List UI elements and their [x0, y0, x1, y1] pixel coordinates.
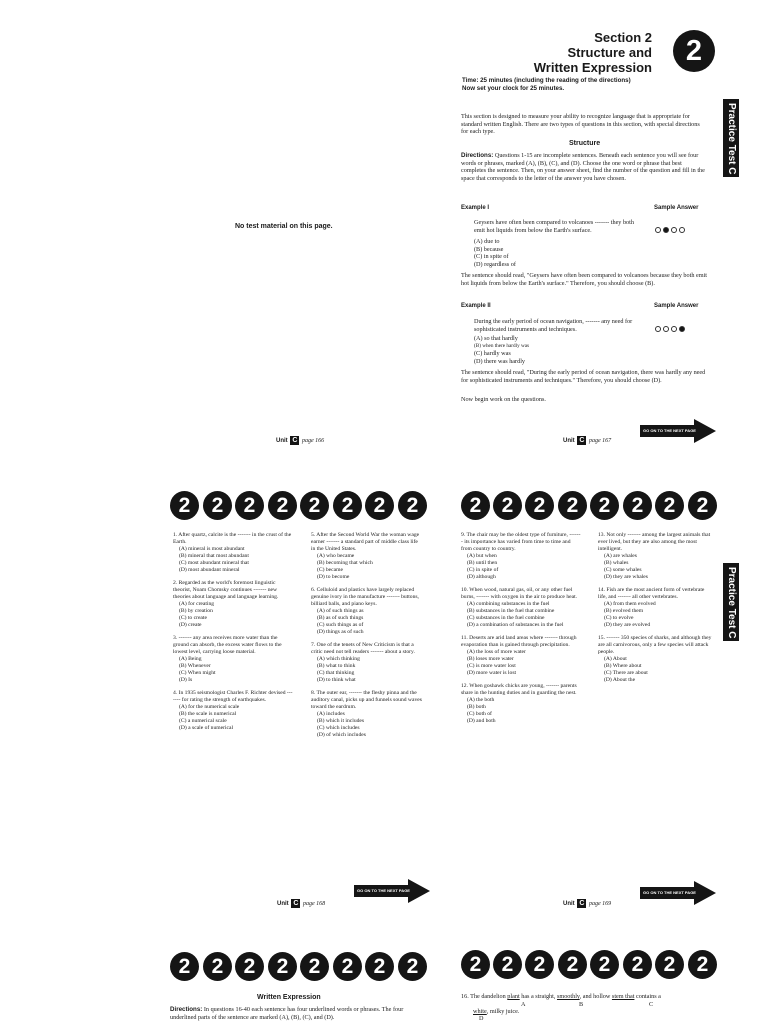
bubble-a: [655, 326, 661, 332]
section-badge: 2: [365, 952, 394, 981]
bubble-b: [663, 326, 669, 332]
example-1-label: Example I: [461, 205, 490, 211]
letter-a: A: [521, 1000, 526, 1008]
option: (B) both: [467, 704, 486, 710]
section-badge: 2: [333, 952, 362, 981]
practice-test-tab-label: Practice Test C: [726, 567, 737, 639]
bubble-d-filled: [679, 326, 685, 332]
section-badge: 2: [623, 491, 652, 520]
example-1-stem: Geysers have often been compared to volcanoes ------- they both emit hot liquids from below the Earth's surface.: [474, 219, 634, 234]
question-16: [461, 993, 711, 1024]
option: (C) both of: [467, 711, 492, 717]
underlined-part-c: stem that: [611, 993, 635, 1000]
bubble-c: [671, 227, 677, 233]
section-badge: 2: [590, 491, 619, 520]
option: (A) which thinking: [317, 656, 360, 662]
example-2-options: [474, 335, 529, 365]
option: (C) that thinking: [317, 670, 355, 676]
section-badge: 2: [688, 491, 717, 520]
section-badge: 2: [203, 952, 232, 981]
section-intro: This section is designed to measure your ability to recognize language that is appropriate for standard written English. There are two types of questions in this section, with special directions for each type.: [461, 113, 700, 136]
question-stem: 12. When goshawk chicks are young, ------- parents share in the hunting duties and in guarding the nest.: [461, 683, 577, 696]
page-number: page 167: [589, 438, 612, 445]
option: (B) loses more water: [467, 656, 514, 662]
section-badge: 2: [170, 491, 199, 520]
questions-column-9-12: [461, 532, 581, 731]
question-stem: 5. After the Second World War the woman wage earner ------- a standard part of middle class life in the United States.: [311, 532, 420, 552]
question-10: [461, 587, 581, 629]
question-stem: 6. Celluloid and plastics have largely replaced genuine ivory in the manufacture ------- buttons, billiard balls, and piano keys.: [311, 587, 419, 607]
question-12: [461, 683, 581, 725]
question-14: [598, 587, 712, 629]
option: (A) from them evolved: [604, 601, 656, 607]
option: (B) until then: [467, 560, 498, 566]
text: has a straight,: [519, 993, 557, 1000]
section-badge: 2: [655, 950, 684, 979]
section-badge: 2: [268, 952, 297, 981]
text: , milky juice.: [486, 1007, 520, 1015]
section-badge: 2: [235, 491, 264, 520]
question-stem: 8. The outer ear, ------- the fleshy pinna and the auditory canal, picks up and funnels sound waves toward the eardrum.: [311, 690, 422, 710]
section-heading: [520, 30, 652, 75]
option: (D) of which includes: [317, 732, 366, 738]
section-title-line2: Written Expression: [533, 60, 652, 75]
underlined-part-d: white: [473, 1007, 487, 1015]
option: (C) When might: [179, 670, 216, 676]
letter-b: B: [579, 1000, 584, 1008]
option: (D) they are evolved: [604, 622, 651, 628]
section-badge: 2: [590, 950, 619, 979]
letter-d: D: [479, 1015, 484, 1023]
example-1-answer-label: Sample Answer: [654, 205, 699, 211]
option: (B) which it includes: [317, 718, 365, 724]
next-page-label: GO ON TO THE NEXT PAGE: [643, 428, 696, 433]
section-badge: 2: [333, 491, 362, 520]
section-badge: 2: [558, 491, 587, 520]
bubble-b-filled: [663, 227, 669, 233]
question-11: [461, 635, 581, 677]
directions-label: Directions:: [170, 1006, 203, 1013]
next-page-label: GO ON TO THE NEXT PAGE: [643, 890, 696, 895]
option: (C) most abundant mineral that: [179, 560, 249, 566]
page-number: page 168: [303, 901, 326, 908]
next-page-label: GO ON TO THE NEXT PAGE: [357, 888, 410, 893]
section-badge: 2: [461, 491, 490, 520]
option: (B) mineral that most abundant: [179, 553, 249, 559]
section-number: Section 2: [594, 30, 652, 45]
section-badge: 2: [558, 950, 587, 979]
question-16-letters: [461, 1001, 711, 1008]
option: (D) to become: [317, 574, 350, 580]
bubble-a: [655, 227, 661, 233]
option: (B) substances in the fuel that combine: [467, 608, 555, 614]
section-badge: 2: [398, 491, 427, 520]
section-badge: 2: [365, 491, 394, 520]
option: (A) the loss of more water: [467, 649, 526, 655]
example-2-label: Example II: [461, 303, 491, 309]
option: (D) a combination of substances in the fuel: [467, 622, 564, 628]
question-4: [173, 690, 293, 732]
unit-label: Unit: [563, 438, 575, 445]
directions-text: In questions 16-40 each sentence has four underlined words or phrases. The four underlined parts of the sentence are marked (A), (B), (C), and (D).: [170, 1006, 404, 1021]
question-stem: 13. Not only ------- among the largest animals that ever lived, but they are also among the most intelligent.: [598, 532, 711, 552]
option: (C) There are about: [604, 670, 648, 676]
text: , and hollow: [579, 993, 612, 1000]
option: (A) are whales: [604, 553, 637, 559]
option: (C) some whales: [604, 567, 642, 573]
option: (B) Whenever: [179, 663, 211, 669]
option: (A) About: [604, 656, 627, 662]
page-footer-168: [277, 899, 325, 908]
page-footer-166: [276, 436, 324, 445]
question-stem: 7. One of the tenets of New Criticism is that a critic need not tell readers ------- about a story.: [311, 642, 415, 655]
option: (D) there was hardly: [474, 357, 526, 365]
option: (C) a numerical scale: [179, 718, 227, 724]
section-badge: 2: [623, 950, 652, 979]
practice-test-tab-label: Practice Test C: [726, 103, 737, 175]
option: (D) more water is lost: [467, 670, 517, 676]
option: (C) in spite of: [467, 567, 499, 573]
question-8: [311, 690, 423, 739]
option: (A) for the numerical scale: [179, 704, 240, 710]
section-badge: 2: [688, 950, 717, 979]
option: (C) substances in the fuel combine: [467, 615, 545, 621]
option: (D) things as of such: [317, 629, 364, 635]
section-badge: 2: [300, 952, 329, 981]
question-7: [311, 642, 423, 684]
question-stem: 1. After quartz, calcite is the ------- in the crust of the Earth.: [173, 532, 292, 545]
option: (D) most abundant mineral: [179, 567, 240, 573]
option: (A) mineral is most abundant: [179, 546, 245, 552]
example-1-explanation: The sentence should read, "Geysers have often been compared to volcanoes because they both emit hot liquids from below the Earth's surface." Therefore, you should choose (B).: [461, 272, 707, 287]
option: (A) but when: [467, 553, 497, 559]
question-stem: 10. When wood, natural gas, oil, or any other fuel burns, ------- with oxygen in the air to produce heat.: [461, 587, 578, 600]
option: (B) what to think: [317, 663, 356, 669]
section-badge: 2: [493, 491, 522, 520]
option: (C) to create: [179, 615, 207, 621]
section-badge: 2: [655, 491, 684, 520]
option: (C) hardly was: [474, 350, 511, 358]
page-footer-169: [563, 899, 611, 908]
questions-column-13-15: [598, 532, 712, 690]
question-5: [311, 532, 423, 581]
option: (D) they are whales: [604, 574, 648, 580]
option: (D) and both: [467, 718, 496, 724]
option: (B) Where about: [604, 663, 642, 669]
section-badge: 2: [525, 950, 554, 979]
option: (B) when there hardly was: [474, 342, 530, 349]
option: (D) although: [467, 574, 496, 580]
section-badge: 2: [268, 491, 297, 520]
option: (B) evolved them: [604, 608, 644, 614]
example-2-explanation: The sentence should read, "During the early period of ocean navigation, there was hardly any need for sophisticated instruments and techniques." Therefore, you should choose (D).: [461, 369, 706, 384]
option: (A) due to: [474, 238, 500, 245]
question-9: [461, 532, 581, 581]
option: (D) Is: [179, 677, 193, 683]
text: contains a: [634, 993, 661, 1000]
unit-letter-box: C: [292, 437, 298, 444]
page-number: page 169: [589, 901, 612, 908]
option: (C) in spite of: [474, 253, 509, 261]
practice-test-tab: [723, 99, 739, 177]
section-badge: 2: [525, 491, 554, 520]
section-badge: 2: [203, 491, 232, 520]
time-limit: Time: 25 minutes (including the reading of the directions): [462, 77, 631, 84]
section-title-line1: Structure and: [567, 45, 652, 60]
bubble-c: [671, 326, 677, 332]
letter-c: C: [649, 1000, 654, 1008]
option: (B) becoming that which: [317, 560, 373, 566]
question-stem: 15. ------- 350 species of sharks, and although they are all carnivorous, only a few species will attack people.: [598, 635, 712, 655]
option: (A) the both: [467, 697, 495, 703]
example-2-answer-bubbles: [655, 320, 687, 338]
option: (A) includes: [317, 711, 345, 717]
question-stem: 3. ------- any area receives more water than the ground can absorb, the excess water flows to the lowest level, carrying loose material.: [173, 635, 282, 655]
question-3: [173, 635, 293, 684]
underlined-part-a: plant: [507, 993, 520, 1000]
question-stem: 2. Regarded as the world's foremost linguistic theorist, Noam Chomsky continues ------- new theories about language and language learning.: [173, 580, 279, 600]
unit-label: Unit: [277, 901, 289, 908]
underlined-part-b: smoothly: [556, 993, 580, 1000]
question-stem: 11. Deserts are arid land areas where ------- through evaporation than is gained through precipitation.: [461, 635, 577, 648]
option: (C) became: [317, 567, 343, 573]
unit-letter-box: C: [293, 900, 299, 907]
directions-label: Directions:: [461, 152, 494, 159]
question-13: [598, 532, 712, 581]
option: (A) for creating: [179, 601, 215, 607]
structure-directions: [461, 152, 705, 182]
option: (D) About the: [604, 677, 636, 683]
section-badge: 2: [300, 491, 329, 520]
example-2-stem: During the early period of ocean navigation, ------- any need for sophisticated instruments and techniques.: [474, 318, 633, 333]
unit-label: Unit: [276, 438, 288, 445]
question-2: [173, 580, 293, 629]
question-stem: 9. The chair may be the oldest type of furniture, ------- its importance has varied from time to time and from country to country.: [461, 532, 581, 552]
option: (A) Being: [179, 656, 202, 662]
practice-test-tab: [723, 563, 739, 641]
example-1-options: [474, 238, 516, 268]
section-badge: 2: [461, 950, 490, 979]
option: (B) as of such things: [317, 615, 364, 621]
option: (C) to evolve: [604, 615, 634, 621]
page-number: page 166: [302, 438, 325, 445]
questions-column-1-4: [173, 532, 293, 738]
option: (D) create: [179, 622, 202, 628]
page-footer-167: [563, 436, 611, 445]
option: (C) such things as of: [317, 622, 364, 628]
question-1: [173, 532, 293, 574]
option: (B) the scale is numerical: [179, 711, 237, 717]
section-badge: 2: [170, 952, 199, 981]
option: (C) is more water lost: [467, 663, 516, 669]
unit-letter-box: C: [579, 437, 585, 444]
option: (B) because: [474, 245, 504, 253]
no-test-material-notice: No test material on this page.: [235, 223, 333, 230]
question-16-line1: [461, 993, 711, 1001]
option: (D) regardless of: [474, 260, 516, 268]
text: 16. The dandelion: [461, 993, 508, 1000]
section-badge: 2: [673, 30, 715, 72]
option: (A) so that hardly: [474, 335, 518, 342]
option: (C) which includes: [317, 725, 360, 731]
option: (A) who became: [317, 553, 355, 559]
section-badge: 2: [493, 950, 522, 979]
unit-label: Unit: [563, 901, 575, 908]
clock-instruction: Now set your clock for 25 minutes.: [462, 84, 565, 92]
structure-heading: Structure: [569, 140, 601, 147]
question-stem: 4. In 1935 seismologist Charles F. Richter devised ------- for rating the strength of earthquakes.: [173, 690, 293, 703]
example-1-answer-bubbles: [655, 221, 687, 239]
question-16-line2: [461, 1008, 711, 1016]
example-2-answer-label: Sample Answer: [654, 303, 699, 309]
unit-letter-box: C: [579, 900, 585, 907]
option: (B) by creation: [179, 608, 213, 614]
begin-instruction: Now begin work on the questions.: [461, 396, 546, 403]
written-expression-directions: [170, 1006, 425, 1024]
section-badge: 2: [235, 952, 264, 981]
option: (D) to think what: [317, 677, 356, 683]
bubble-d: [679, 227, 685, 233]
written-expression-heading: Written Expression: [257, 994, 321, 1001]
question-stem: 14. Fish are the most ancient form of vertebrate life, and ------- all other vertebrates.: [598, 587, 705, 600]
question-15: [598, 635, 712, 684]
option: (A) of such things as: [317, 608, 364, 614]
questions-column-5-8: [311, 532, 423, 745]
time-instructions: [462, 77, 631, 92]
option: (B) whales: [604, 560, 629, 566]
section-badge: 2: [398, 952, 427, 981]
question-6: [311, 587, 423, 636]
option: (A) combining substances in the fuel: [467, 601, 550, 607]
option: (D) a scale of numerical: [179, 725, 234, 731]
directions-text: Questions 1-15 are incomplete sentences. Beneath each sentence you will see four words or phrases, marked (A), (B), (C), and (D). Choose the one word or phrase that best completes the sentence. Then, on your answer sheet, find the number of the question and fill in the space that corresponds to the letter of the answer you have chosen.: [461, 152, 705, 182]
